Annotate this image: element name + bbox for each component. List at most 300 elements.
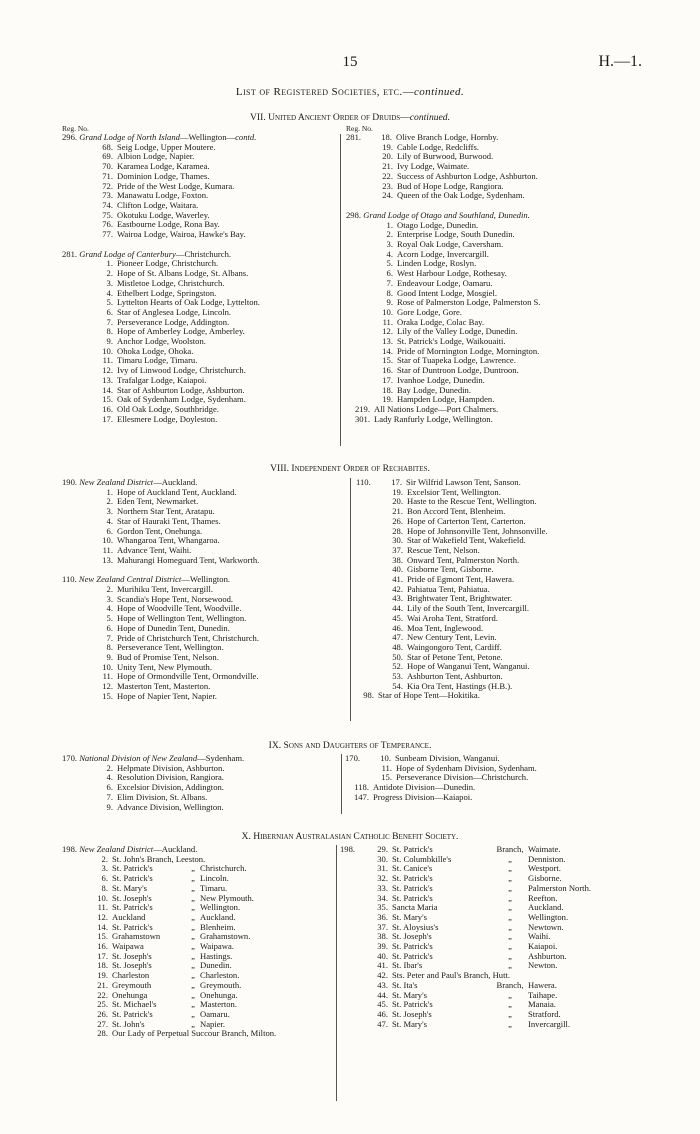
item-number: 19. [97,970,108,981]
item-text: Star of Duntroon Lodge, Duntroon. [397,365,519,376]
item-number: 17. [391,477,402,487]
item-number: 6. [106,622,113,633]
item-text: Gordon Tent, Onehunga. [117,525,203,536]
item-number: 1. [106,258,113,269]
item-number: 45. [392,612,403,623]
hibernian-left-column [62,845,276,1039]
item-number: 7. [106,791,113,802]
reg-number: 98. [363,690,374,701]
item-text: Wai Aroha Tent, Stratford. [407,612,498,623]
item-number: 11. [381,762,392,773]
item-text: Hope of Amberley Lodge, Amberley. [117,326,245,337]
branch-name: St. Mary's [112,882,147,893]
item-text: Oak of Sydenham Lodge, Sydenham. [117,394,246,405]
item-number: 15. [102,690,113,701]
item-text: Hope of Woodville Tent, Woodville. [117,603,242,614]
branch-name: St. Ita's [392,979,418,990]
branch-place: Dunedin. [200,960,232,971]
reg-number [340,864,366,874]
branch-name: St. Michael's [112,999,157,1010]
item-number: 2. [106,268,113,279]
branch-place: Denniston. [528,853,566,864]
reg-number [340,961,366,971]
reg-number [62,932,86,942]
reg-number [62,913,86,923]
item-number: 6. [106,306,113,317]
ditto-mark: „ [191,999,195,1010]
reg-number [340,971,366,981]
item-text: Hope of Johnsonville Tent, Johnsonville. [407,525,548,536]
item-number: 36. [377,911,388,922]
item-number: 68. [102,141,113,152]
item-number: 1. [386,219,393,230]
item-text: Lyttelton Hearts of Oak Lodge, Lyttelton. [117,297,260,308]
list-item [62,692,259,702]
item-text: Northern Star Tent, Aratapu. [117,506,215,517]
list-item [356,691,548,701]
item-text: Clifton Lodge, Waitara. [117,199,199,210]
item-number: 37. [377,921,388,932]
item-number: 73. [102,190,113,201]
item-text: Haste to the Rescue Tent, Wellington. [407,496,537,507]
ditto-mark: „ [191,1018,195,1029]
ditto-mark: „ [508,989,512,1000]
reg-number [340,894,366,904]
branch-place: Charleston. [200,970,240,981]
item-text: Royal Oak Lodge, Caversham. [397,239,504,250]
item-number: 5. [106,613,113,624]
item-text: Pride of Mornington Lodge, Mornington. [397,345,540,356]
item-text: Ethelbert Lodge, Springston. [117,287,217,298]
list-item [62,230,260,240]
item-text: Advance Tent, Waihi. [117,544,192,555]
item-text: Bon Accord Tent, Blenheim. [407,506,506,517]
branch-place: Reefton. [528,892,558,903]
ditto-mark: „ [191,950,195,961]
item-number: 13. [102,554,113,565]
group-place: —Wellington. [181,574,231,585]
item-text: Enterprise Lodge, South Dunedin. [397,229,515,240]
item-text: Ivy Lodge, Waimate. [397,161,470,172]
branch-place: Palmerston North. [528,882,592,893]
item-number: 11. [97,902,108,913]
reg-number [62,874,86,884]
ditto-mark: Branch, [496,844,524,854]
branch-place: Timaru. [200,882,228,893]
item-text: St. Patrick's Lodge, Waikouaiti. [397,336,506,347]
ditto-mark: „ [191,989,195,1000]
reg-number [340,1010,366,1020]
item-number: 24. [382,190,393,201]
ditto-mark: „ [191,941,195,952]
item-text: Rose of Palmerston Lodge, Palmerston S. [397,297,541,308]
ditto-mark: „ [508,892,512,903]
item-number: 72. [102,180,113,191]
branch-name: Greymouth [112,979,152,990]
item-text: Perseverance Division—Christchurch. [396,772,529,783]
reg-number [62,1000,86,1010]
group-name: Grand Lodge of Canterbury [79,248,176,259]
item-number: 8. [106,642,113,653]
item-number: 15. [97,931,108,942]
item-number: 44. [377,989,388,1000]
reg-number: 198. [62,844,80,854]
ditto-mark: „ [508,950,512,961]
ditto-mark: „ [191,970,195,981]
item-text: Moa Tent, Inglewood. [407,622,484,633]
reg-number: 170. [345,753,361,763]
ditto-mark: „ [508,999,512,1010]
item-number: 37. [392,544,403,555]
item-text: Lily of the South Tent, Invercargill. [407,603,529,614]
item-number: 10. [382,306,393,317]
item-number: 19. [392,486,403,497]
item-text: Whangaroa Tent, Whangaroa. [117,535,220,546]
branch-place: Wellington. [528,911,569,922]
branch-name: St. Joseph's [392,1008,432,1019]
reg-number [62,1020,86,1030]
branch-place: Masterton. [200,999,237,1010]
rechabites-right-column [356,478,548,701]
branch-place: Westport. [528,863,561,874]
item-text: Onward Tent, Palmerston North. [407,554,520,565]
branch-name: St. Patrick's [392,892,433,903]
item-text: Sts. Peter and Paul's Branch, Hutt. [392,970,511,981]
item-text: Linden Lodge, Roslyn. [397,258,477,269]
item-text: Star of Ashburton Lodge, Ashburton. [117,384,245,395]
branch-name: Waipawa [112,941,144,952]
table-row [62,864,276,874]
list-item [62,415,260,425]
item-number: 69. [102,151,113,162]
item-number: 32. [377,873,388,884]
item-number: 11. [102,355,113,366]
ditto-mark: „ [508,941,512,952]
column-divider [336,845,337,1101]
reg-number [62,855,86,865]
item-number: 7. [386,277,393,288]
item-number: 21. [392,506,403,517]
table-row [62,903,276,913]
item-number: 7. [106,632,113,643]
item-text: Dominion Lodge, Thames. [117,170,210,181]
item-number: 28. [392,525,403,536]
table-row [62,981,276,991]
item-number: 23. [382,180,393,191]
item-number: 31. [377,863,388,874]
item-text: Masterton Tent, Masterton. [117,681,211,692]
reg-number: 296. [62,132,80,142]
reg-number [62,991,86,1001]
reg-number [62,903,86,913]
item-number: 3. [106,506,113,517]
table-row [62,1000,276,1010]
item-number: 3. [106,593,113,604]
item-number: 12. [102,681,113,692]
item-text: Timaru Lodge, Timaru. [117,355,198,366]
item-number: 6. [106,782,113,793]
item-text: Sunbeam Division, Wanganui. [395,753,500,763]
branch-name: St. Patrick's [392,844,433,854]
item-number: 74. [102,199,113,210]
list-item [346,415,540,425]
item-text: Lady Ranfurly Lodge, Wellington. [374,413,493,424]
branch-place: Auckland. [528,902,564,913]
branch-name: St. Patrick's [112,863,153,874]
item-number: 18. [97,960,108,971]
item-number: 43. [392,593,403,604]
column-divider [341,754,342,814]
item-number: 33. [377,882,388,893]
branch-place: Kaiapoi. [528,941,558,952]
reg-no-label: Reg. No. [62,124,89,133]
branch-name: St. Patrick's [392,999,433,1010]
reg-number: 281. [62,248,80,259]
reg-number [62,923,86,933]
item-number: 47. [377,1018,388,1029]
table-row [62,952,276,962]
item-text: Murihiku Tent, Invercargill. [117,584,213,595]
branch-place: Blenheim. [200,921,236,932]
branch-place: Waipawa. [200,941,234,952]
item-number: 46. [392,622,403,633]
item-text: West Harbour Lodge, Rothesay. [397,268,507,279]
title-cont: continued. [413,86,465,98]
group-place: —Christchurch. [175,248,232,259]
item-number: 40. [377,950,388,961]
branch-place: Auckland. [200,911,236,922]
item-text: Pride of Egmont Tent, Hawera. [407,574,515,585]
ditto-mark: „ [508,853,512,864]
section-heading-hibernian: X. Hibernian Australasian Catholic Benefit Society. [241,831,459,842]
item-number: 45. [377,999,388,1010]
table-row [62,971,276,981]
item-text: Bud of Promise Tent, Nelson. [117,651,219,662]
item-number: 52. [392,661,403,672]
item-text: All Nations Lodge—Port Chalmers. [374,403,499,414]
item-number: 15. [102,394,113,405]
reg-number: 298. [346,209,364,220]
item-text: Pride of the West Lodge, Kumara. [117,180,235,191]
item-number: 10. [97,892,108,903]
group-place: —Wellington— [179,132,236,142]
item-number: 9. [106,651,113,662]
item-text: Progress Division—Kaiapoi. [373,791,473,802]
item-text: Lily of Burwood, Burwood. [397,151,494,162]
branch-name: Auckland [112,911,146,922]
branch-place: Greymouth. [200,979,242,990]
list-item [346,191,540,201]
item-number: 4. [106,515,113,526]
item-text: Hope of Dunedin Tent, Dunedin. [117,622,230,633]
item-text: Scandia's Hope Tent, Norsewood. [117,593,234,604]
druids-right-column [346,125,540,424]
branch-name: St. Aloysius's [392,921,439,932]
item-number: 3. [101,863,108,874]
item-number: 6. [101,873,108,884]
item-text: Old Oak Lodge, Southbridge. [117,403,219,414]
item-number: 53. [392,671,403,682]
ditto-mark: „ [191,863,195,874]
branch-name: St. Patrick's [112,873,153,884]
item-text: Pioneer Lodge, Christchurch. [117,258,219,269]
branch-place: Onehunga. [200,989,238,1000]
item-number: 44. [392,603,403,614]
item-number: 5. [106,297,113,308]
reg-number: 110. [62,574,79,585]
item-number: 6. [386,268,393,279]
item-number: 11. [382,316,393,327]
branch-place: Christchurch. [200,863,247,874]
item-number: 12. [97,911,108,922]
ditto-mark: „ [191,873,195,884]
item-text: Hope of Ormondville Tent, Ormondville. [117,671,259,682]
item-number: 16. [102,403,113,414]
table-row [62,991,276,1001]
reg-number [62,971,86,981]
item-text: Seig Lodge, Upper Moutere. [117,141,216,152]
reg-number [62,942,86,952]
reg-number [62,864,86,874]
item-number: 38. [377,931,388,942]
temperance-right-column [345,754,537,803]
item-number: 22. [382,170,393,181]
page-number: 15 [342,54,358,70]
reg-number [340,874,366,884]
item-text: Bay Lodge, Dunedin. [397,384,471,395]
item-number: 75. [102,209,113,220]
item-number: 2. [101,853,108,864]
item-text: Olive Branch Lodge, Hornby. [396,132,499,142]
item-text: Success of Ashburton Lodge, Ashburton. [397,170,538,181]
reg-number [340,981,366,991]
branch-place: Hastings. [200,950,233,961]
column-divider [350,478,351,721]
item-number: 10. [102,535,113,546]
item-number: 9. [106,336,113,347]
item-text: Manawatu Lodge, Foxton. [117,190,209,201]
item-number: 20. [382,151,393,162]
reg-number: 219. [354,403,370,414]
item-text: Sir Wilfrid Lawson Tent, Sanson. [406,477,521,487]
item-text: Hope of Napier Tent, Napier. [117,690,217,701]
ditto-mark: Branch, [496,979,524,990]
group-name: New Zealand District [79,844,154,854]
branch-place: Gisborne. [528,873,562,884]
item-text: Hope of Wellington Tent, Wellington. [117,613,247,624]
reg-number [62,1029,86,1039]
branch-place: Waimate. [528,844,561,854]
ditto-mark: „ [508,902,512,913]
item-number: 22. [97,989,108,1000]
item-number: 10. [102,345,113,356]
reg-number: 190. [62,477,80,487]
item-text: Star of Petone Tent, Petone. [407,651,503,662]
branch-name: Grahamstown [112,931,161,942]
item-text: Star of Wakefield Tent, Wakefield. [407,535,526,546]
item-number: 2. [106,496,113,507]
branch-name: St. Patrick's [392,950,433,961]
item-number: 14. [382,345,393,356]
item-number: 13. [382,336,393,347]
group-suffix: contd. [235,132,257,142]
item-text: Hope of St. Albans Lodge, St. Albans. [117,268,249,279]
item-number: 27. [97,1018,108,1029]
item-number: 25. [97,999,108,1010]
reg-number [340,942,366,952]
branch-table [62,855,276,1039]
item-number: 12. [102,365,113,376]
item-number: 1. [106,486,113,497]
item-text: Perseverance Tent, Wellington. [117,642,224,653]
branch-name: St. Patrick's [112,1008,153,1019]
item-number: 41. [392,574,403,585]
column-divider [340,134,341,446]
branch-name: St. Patrick's [392,882,433,893]
item-text: Ohoka Lodge, Ohoka. [117,345,194,356]
branch-place: Hawera. [528,979,557,990]
group-name: National Division of New Zealand [79,753,198,763]
reg-number [62,884,86,894]
table-row [62,913,276,923]
ditto-mark: „ [508,882,512,893]
item-text: Brightwater Tent, Brightwater. [407,593,513,604]
section-heading-druids: VII. United Ancient Order of Druids—continued. [250,112,450,123]
item-text: Hope of Carterton Tent, Carterton. [407,515,526,526]
reg-number: 281. [346,132,362,142]
list-item [62,803,244,813]
item-text: Pride of Christchurch Tent, Christchurch. [117,632,259,643]
item-number: 10. [102,661,113,672]
item-text: Hope of Wanganui Tent, Wanganui. [407,661,530,672]
item-number: 4. [106,603,113,614]
item-number: 8. [106,326,113,337]
item-text: Hope of Sydenham Division, Sydenham. [396,762,537,773]
item-number: 12. [382,326,393,337]
item-text: Gisborne Tent, Gisborne. [407,564,494,575]
branch-place: Stratford. [528,1008,561,1019]
table-row [62,942,276,952]
item-text: Resolution Division, Rangiora. [117,772,224,783]
section-heading-temperance: IX. Sons and Daughters of Temperance. [268,740,432,751]
branch-name: St. Mary's [392,1018,427,1029]
reg-number [62,894,86,904]
reg-number: 147. [353,791,369,802]
item-number: 11. [102,671,113,682]
branch-table [340,845,591,1029]
item-number: 16. [97,941,108,952]
page-title [0,86,700,98]
branch-name: St. Joseph's [112,950,152,961]
item-text: Otago Lodge, Dunedin. [397,219,479,230]
reg-number: 118. [354,782,369,793]
branch-name: Charleston [112,970,150,981]
branch-name: St. Mary's [392,989,427,1000]
item-text: Elim Division, St. Albans. [117,791,208,802]
branch-place: Taihape. [528,989,558,1000]
branch-place: Wellington. [200,902,241,913]
branch-name: St. Canice's [392,863,433,874]
branch-name: St. Ibar's [392,960,423,971]
item-number: 18. [381,132,392,142]
reg-number [340,952,366,962]
item-text: Unity Tent, New Plymouth. [117,661,212,672]
reg-number [340,884,366,894]
table-row [62,961,276,971]
item-text: Excelsior Tent, Wellington. [407,486,501,497]
item-number: 77. [102,229,113,240]
item-number: 3. [106,277,113,288]
